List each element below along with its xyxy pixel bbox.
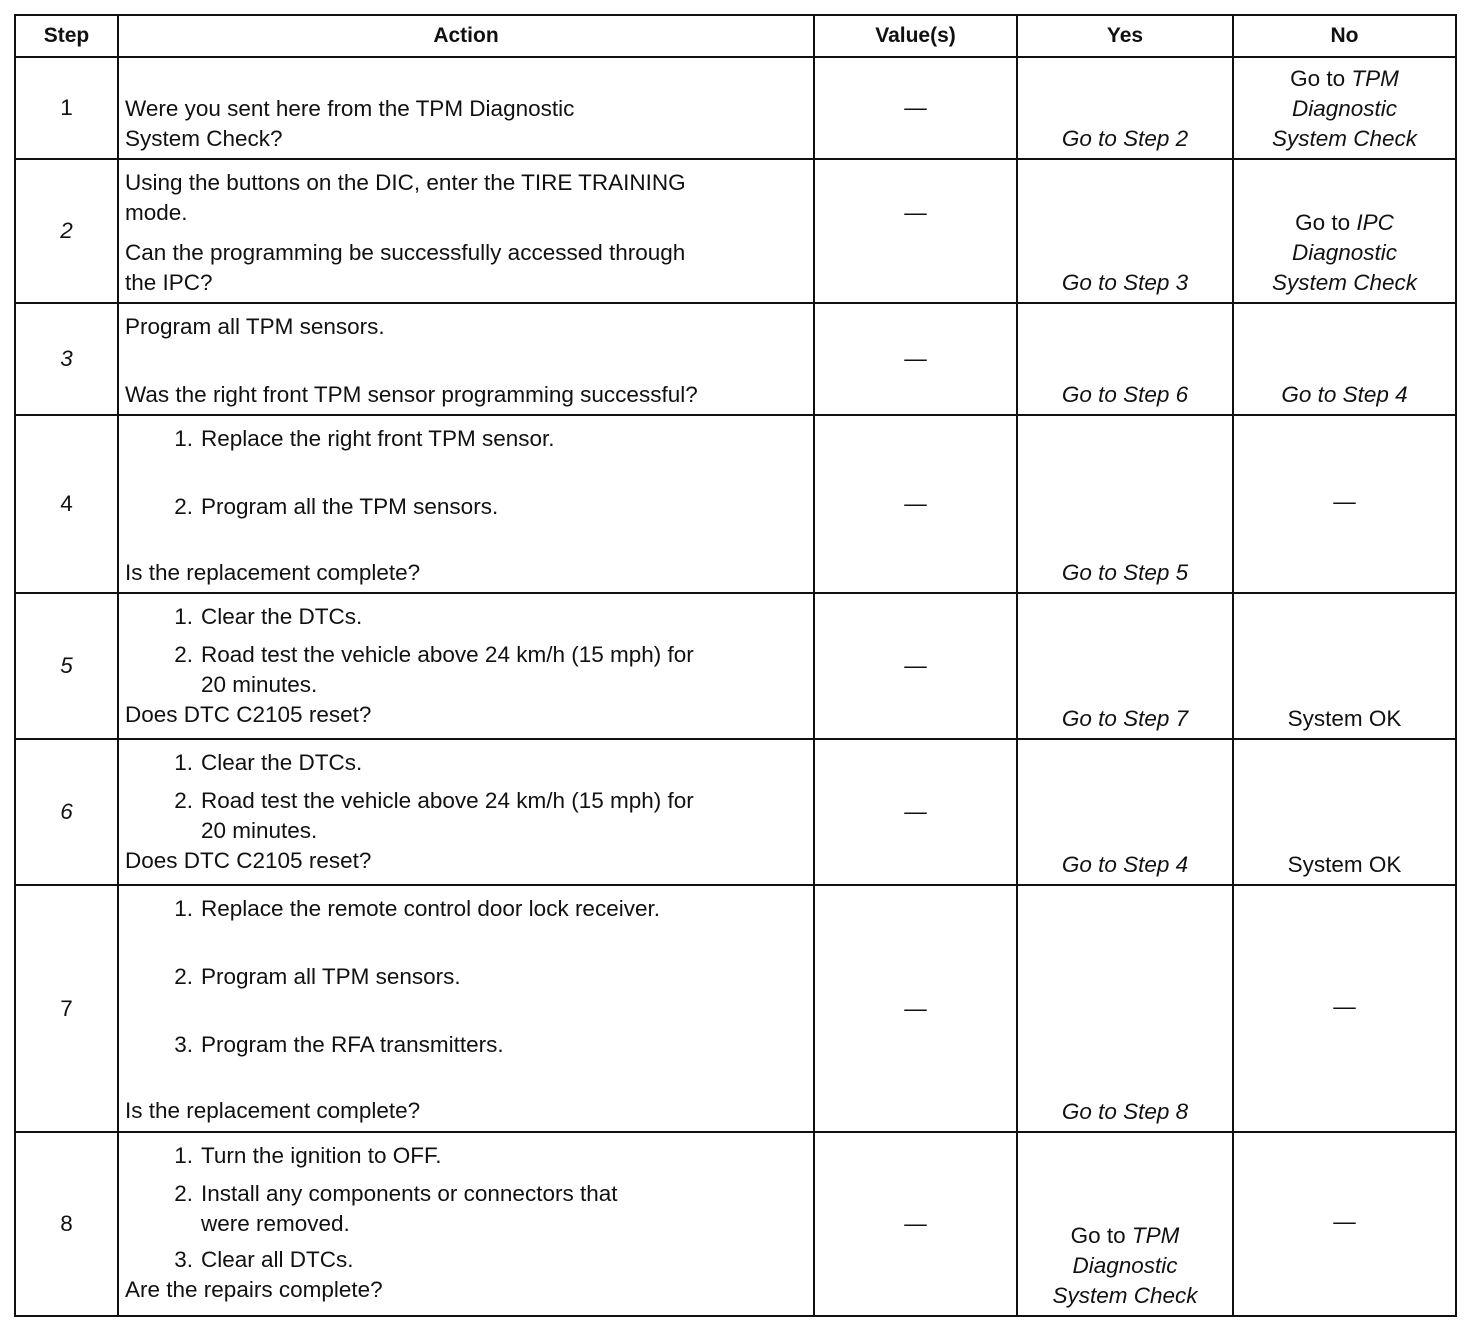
action-cell <box>118 57 814 159</box>
item-number: 1. <box>174 604 193 629</box>
no-text: TPM <box>1351 66 1399 91</box>
yes-text: TPM <box>1131 1223 1180 1248</box>
action-text: Was the right front TPM sensor programming successful? <box>125 382 698 407</box>
list-item-continuation <box>125 670 807 700</box>
yes-text: Go to <box>1070 1223 1126 1248</box>
item-number: 1. <box>174 426 193 451</box>
value-cell: — <box>814 415 1017 593</box>
list-item <box>125 424 807 454</box>
value-cell: — <box>814 593 1017 739</box>
item-number: 2. <box>174 1181 193 1206</box>
no-text: IPC <box>1356 210 1394 235</box>
action-cell <box>118 885 814 1132</box>
action-text: Can the programming be successfully accessed through <box>125 240 686 265</box>
list-item-continuation <box>125 1209 807 1239</box>
yes-text: Diagnostic <box>1072 1253 1178 1278</box>
list-item <box>125 786 807 816</box>
item-text: Program the RFA transmitters. <box>201 1032 504 1057</box>
table-row <box>15 57 1456 159</box>
item-number: 3. <box>174 1032 193 1057</box>
header-values: Value(s) <box>814 15 1017 57</box>
item-number: 3. <box>174 1247 193 1272</box>
no-text: System Check <box>1271 270 1418 295</box>
step-number: 4 <box>15 415 118 593</box>
step-number: 3 <box>15 303 118 415</box>
header-no: No <box>1233 15 1456 57</box>
header-yes: Yes <box>1017 15 1233 57</box>
diagnostic-table <box>14 14 1457 1317</box>
no-text: Go to <box>1295 210 1351 235</box>
no-cell: — <box>1233 415 1456 593</box>
action-cell <box>118 159 814 303</box>
yes-cell: Go to Step 7 <box>1017 593 1233 739</box>
list-item <box>125 492 807 522</box>
list-item <box>125 1141 807 1171</box>
step-number: 6 <box>15 739 118 885</box>
item-text: Replace the right front TPM sensor. <box>201 426 555 451</box>
yes-cell: Go to Step 3 <box>1017 159 1233 303</box>
item-text: 20 minutes. <box>201 672 318 697</box>
item-text: Clear the DTCs. <box>201 604 363 629</box>
action-text: System Check? <box>125 126 283 151</box>
item-number: 1. <box>174 750 193 775</box>
item-text: Clear all DTCs. <box>201 1247 354 1272</box>
action-cell <box>118 739 814 885</box>
item-text: were removed. <box>201 1211 350 1236</box>
action-text: the IPC? <box>125 270 213 295</box>
table-row <box>15 159 1456 303</box>
list-item <box>125 894 807 924</box>
question-text: Does DTC C2105 reset? <box>125 702 372 727</box>
yes-text: System Check <box>1052 1283 1198 1308</box>
question-text: Is the replacement complete? <box>125 1098 421 1123</box>
yes-cell: Go to Step 8 <box>1017 885 1233 1132</box>
list-item <box>125 1030 807 1060</box>
no-cell: System OK <box>1233 739 1456 885</box>
no-cell <box>1233 159 1456 303</box>
value-cell: — <box>814 159 1017 303</box>
list-item <box>125 640 807 670</box>
list-item-continuation <box>125 816 807 846</box>
list-item <box>125 1179 807 1209</box>
value-cell: — <box>814 57 1017 159</box>
step-number: 1 <box>15 57 118 159</box>
action-cell <box>118 1132 814 1316</box>
item-number: 2. <box>174 964 193 989</box>
table-row <box>15 593 1456 739</box>
item-text: Road test the vehicle above 24 km/h (15 mph) for <box>201 642 694 667</box>
header-step: Step <box>15 15 118 57</box>
list-item <box>125 602 807 632</box>
header-action: Action <box>118 15 814 57</box>
no-cell <box>1233 57 1456 159</box>
value-cell: — <box>814 303 1017 415</box>
item-number: 2. <box>174 642 193 667</box>
no-text: Diagnostic <box>1291 96 1398 121</box>
list-item <box>125 962 807 992</box>
yes-cell: Go to Step 6 <box>1017 303 1233 415</box>
list-item <box>125 1245 807 1275</box>
table-row <box>15 739 1456 885</box>
action-cell <box>118 593 814 739</box>
yes-cell: Go to Step 5 <box>1017 415 1233 593</box>
item-text: Install any components or connectors that <box>201 1181 618 1206</box>
yes-cell <box>1017 1132 1233 1316</box>
header-row <box>15 15 1456 57</box>
table-row <box>15 303 1456 415</box>
no-text: System Check <box>1271 126 1418 151</box>
item-number: 1. <box>174 1143 193 1168</box>
question-text: Does DTC C2105 reset? <box>125 848 372 873</box>
yes-cell: Go to Step 2 <box>1017 57 1233 159</box>
action-text: Using the buttons on the DIC, enter the TIRE TRAINING <box>125 170 686 195</box>
item-text: Turn the ignition to OFF. <box>201 1143 442 1168</box>
question-text: Is the replacement complete? <box>125 560 421 585</box>
item-number: 1. <box>174 896 193 921</box>
step-number: 2 <box>15 159 118 303</box>
action-cell <box>118 415 814 593</box>
item-number: 2. <box>174 494 193 519</box>
item-text: Road test the vehicle above 24 km/h (15 mph) for <box>201 788 694 813</box>
action-text: mode. <box>125 200 188 225</box>
item-text: Clear the DTCs. <box>201 750 363 775</box>
yes-cell: Go to Step 4 <box>1017 739 1233 885</box>
value-cell: — <box>814 1132 1017 1316</box>
value-cell: — <box>814 739 1017 885</box>
no-cell: System OK <box>1233 593 1456 739</box>
no-cell: — <box>1233 885 1456 1132</box>
no-text: Diagnostic <box>1291 240 1398 265</box>
no-cell: Go to Step 4 <box>1233 303 1456 415</box>
item-text: Program all the TPM sensors. <box>201 494 499 519</box>
item-text: 20 minutes. <box>201 818 318 843</box>
item-text: Replace the remote control door lock receiver. <box>201 896 660 921</box>
step-number: 7 <box>15 885 118 1132</box>
table-row <box>15 1132 1456 1316</box>
action-text: Program all TPM sensors. <box>125 314 385 339</box>
item-number: 2. <box>174 788 193 813</box>
list-item <box>125 748 807 778</box>
step-number: 5 <box>15 593 118 739</box>
action-text: Were you sent here from the TPM Diagnostic <box>125 96 575 121</box>
no-text: Go to <box>1290 66 1346 91</box>
item-text: Program all TPM sensors. <box>201 964 461 989</box>
action-cell <box>118 303 814 415</box>
value-cell: — <box>814 885 1017 1132</box>
step-number: 8 <box>15 1132 118 1316</box>
question-text: Are the repairs complete? <box>125 1277 383 1302</box>
table-row <box>15 415 1456 593</box>
table-row <box>15 885 1456 1132</box>
no-cell: — <box>1233 1132 1456 1316</box>
